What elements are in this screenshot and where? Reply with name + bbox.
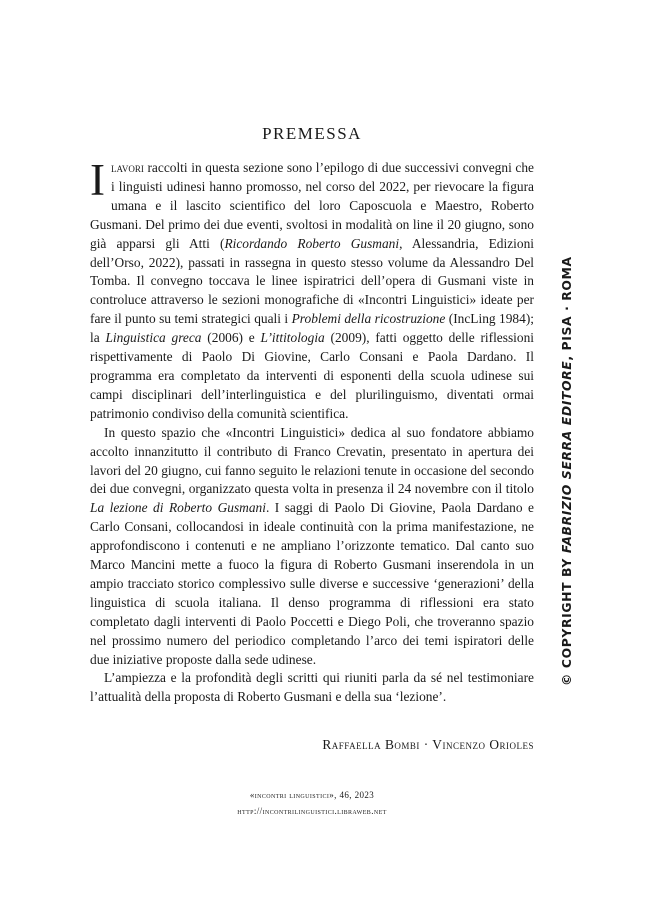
para2-text-1: In questo spazio che «Incontri Linguistici» dedica al suo fondatore abbiamo accolto innanzitutto il contributo di Franco Crevatin, presentato in apertura dei lavori del 20 giugno, cui fanno seguito le relazioni tenute in occasione del secondo dei due convegni, organizzato questa volta in presenza il 24 novembre con il titolo [90, 424, 534, 497]
para1-italic-2: Problemi della ricostruzione [291, 311, 446, 327]
body-text [90, 155, 535, 707]
footer-journal: «incontri linguistici», 46, 2023 [249, 790, 375, 800]
paragraph-2 [90, 424, 534, 670]
copyright-publisher: FABRIZIO SERRA EDITORE [559, 360, 574, 554]
para1-text-2: , Alessandria, Edizioni dell’Orso, 2022), passati in rassegna in questo stesso volume da Alessandro Del Tomba. Il convegno toccava le linee ispiratrici dell’opera di Gusmani viste in controluce attraverso le sezioni monografiche di «Incontri Linguistici» ideate per fare il punto su temi strategici quali i [90, 235, 534, 327]
para1-text-3: (IncLing 1984); la [90, 311, 534, 346]
para1-italic-4: L’ittitologia [260, 330, 325, 346]
para1-text-5: (2009), fatti oggetto delle riflessioni rispettivamente di Paolo Di Giovine, Carlo Consani e Paola Dardano. Il programma era completato da interventi di esponenti della scuola udinese sui campi disciplinari dell’interlinguistica e del plurilinguismo, diventati ormai patrimonio condiviso della comunità scientifica. [90, 330, 535, 421]
small-caps-lead: lavori [111, 160, 144, 175]
copyright-notice [559, 256, 574, 686]
copyright-suffix: , PISA · ROMA [559, 256, 574, 361]
signature: Raffaella Bombi · Vincenzo Orioles [322, 737, 534, 752]
copyright-prefix: © COPYRIGHT BY [559, 553, 574, 686]
para2-text-2: . I saggi di Paolo Di Giovine, Paola Dardano e Carlo Consani, collocandosi in ideale continuità con la prima manifestazione, ne approfondiscono i contenuti e ne ampliano l’orizzonte tematico. Dal canto suo Marco Mancini mette a fuoco la figura di Roberto Gusmani inserendola in un ampio tracciato storico complessivo sulle diverse e successive ‘generazioni’ della linguistica di scuola italiana. Il denso programma di riflessioni era stato completato dagli interventi di Paolo Poccetti e Diego Poli, che troveranno spazio nel prossimo numero del periodico completando l’arco dei temi ispiratori delle due iniziative proposte dalla sede udinese. [90, 500, 534, 667]
para1-text-1: raccolti in questa sezione sono l’epilogo di due successivi convegni che i linguisti udinesi hanno promosso, nel corso del 2022, per rievocare la figura umana e il lascito scientifico del loro Caposcuola e Maestro, Roberto Gusmani. Del primo dei due eventi, svoltosi in modalità on line il 20 giugno, sono già apparsi gli Atti ( [90, 160, 534, 251]
para1-text-4: (2006) e [201, 330, 261, 346]
para3-text-1: L’ampiezza e la profondità degli scritti qui riuniti parla da sé nel testimoniare l’attualità della proposta di Roberto Gusmani e della sua ‘lezione’. [90, 670, 534, 705]
drop-cap: I [90, 155, 105, 205]
paragraph-1 [90, 155, 535, 424]
footer-url: http://incontrilinguistici.libraweb.net [237, 806, 387, 816]
para1-italic-3: Linguistica greca [105, 330, 202, 346]
paragraph-3 [90, 669, 534, 707]
para2-italic-1: La lezione di Roberto Gusmani [90, 500, 266, 516]
page-title: PREMESSA [262, 124, 362, 143]
para1-italic-1: Ricordando Roberto Gusmani [224, 235, 400, 251]
